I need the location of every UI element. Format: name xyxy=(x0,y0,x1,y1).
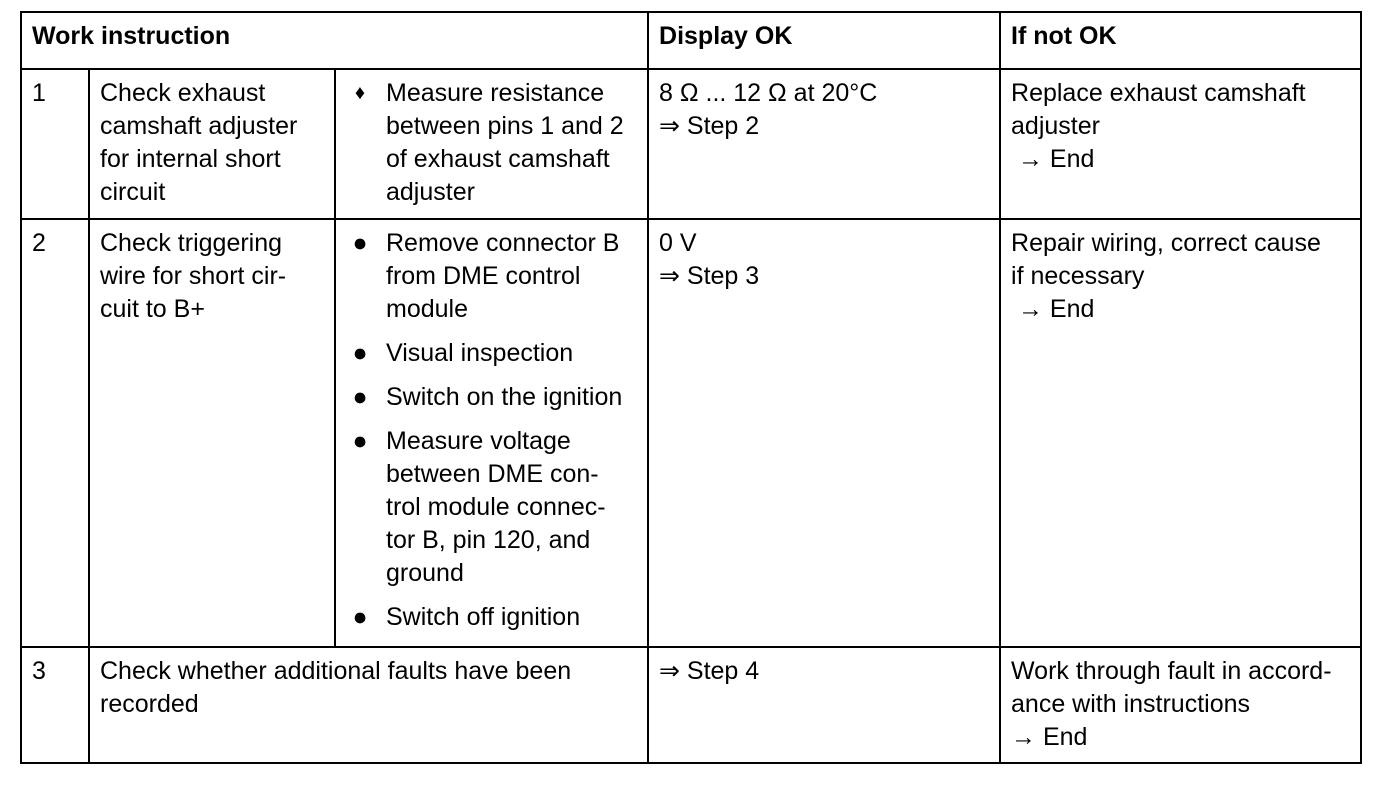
work-instruction-table xyxy=(20,11,1362,764)
text-line: 0 V xyxy=(659,229,697,257)
round-bullet-icon: ● xyxy=(352,339,368,367)
if-not-ok-cell xyxy=(1000,219,1361,647)
text-line: Measure resistance xyxy=(386,79,605,107)
action-item xyxy=(346,337,639,370)
step-number: 3 xyxy=(21,647,89,763)
text-line: Repair wiring, correct cause xyxy=(1011,229,1321,257)
action-list xyxy=(346,227,639,634)
if-not-ok-cell xyxy=(1000,69,1361,219)
step-number: 2 xyxy=(21,219,89,647)
text-line: Check triggering xyxy=(100,229,283,257)
text-line: trol module connec- xyxy=(386,493,606,521)
text-line: ground xyxy=(386,559,464,587)
round-bullet-icon: ● xyxy=(352,427,368,455)
check-description xyxy=(89,219,335,647)
text-line: ⇒ Step 2 xyxy=(659,112,760,140)
text-line: of exhaust camshaft xyxy=(386,145,610,173)
text-line: tor B, pin 120, and xyxy=(386,526,591,554)
text-line: adjuster xyxy=(1011,112,1100,140)
display-ok-cell xyxy=(648,647,1000,763)
text-line: recorded xyxy=(100,690,199,718)
action-item xyxy=(346,227,639,326)
check-description xyxy=(89,69,335,219)
header-row xyxy=(21,12,1361,69)
text-line: between pins 1 and 2 xyxy=(386,112,624,140)
text-line: → End xyxy=(1011,295,1095,323)
table-row xyxy=(21,69,1361,219)
header-work-instruction: Work instruction xyxy=(21,12,648,69)
action-item xyxy=(346,381,639,414)
text-line: Switch on the ignition xyxy=(386,383,623,411)
if-not-ok-cell xyxy=(1000,647,1361,763)
round-bullet-icon: ● xyxy=(352,383,368,411)
round-bullet-icon: ● xyxy=(352,229,368,257)
check-description xyxy=(89,647,648,763)
header-if-not-ok: If not OK xyxy=(1000,12,1361,69)
text-line: 8 Ω ... 12 Ω at 20°C xyxy=(659,79,878,107)
step-number: 1 xyxy=(21,69,89,219)
round-bullet-icon: ● xyxy=(352,603,368,631)
action-item xyxy=(346,77,639,209)
text-line: Replace exhaust camshaft xyxy=(1011,79,1306,107)
text-line: → End xyxy=(1011,723,1088,751)
text-line: cuit to B+ xyxy=(100,295,205,323)
text-line: between DME con- xyxy=(386,460,599,488)
text-line: ⇒ Step 4 xyxy=(659,657,760,685)
table-row xyxy=(21,647,1361,763)
text-line: → End xyxy=(1011,145,1095,173)
text-line: Measure voltage xyxy=(386,427,571,455)
text-line: if necessary xyxy=(1011,262,1145,290)
text-line: module xyxy=(386,295,468,323)
text-line: ance with instructions xyxy=(1011,690,1251,718)
action-list-cell xyxy=(335,219,648,647)
text-line: Remove connector B xyxy=(386,229,620,257)
text-line: circuit xyxy=(100,178,166,206)
header-display-ok: Display OK xyxy=(648,12,1000,69)
table-row xyxy=(21,219,1361,647)
display-ok-cell xyxy=(648,219,1000,647)
text-line: for internal short xyxy=(100,145,281,173)
text-line: Check exhaust xyxy=(100,79,266,107)
text-line: Check whether additional faults have been xyxy=(100,657,572,685)
action-list-cell xyxy=(335,69,648,219)
text-line: Work through fault in accord- xyxy=(1011,657,1332,685)
text-line: from DME control xyxy=(386,262,581,290)
text-line: Switch off ignition xyxy=(386,603,581,631)
action-list xyxy=(346,77,639,209)
action-item xyxy=(346,601,639,634)
diamond-bullet-icon: ♦ xyxy=(354,82,366,104)
display-ok-cell xyxy=(648,69,1000,219)
action-item xyxy=(346,425,639,590)
text-line: wire for short cir- xyxy=(100,262,287,290)
text-line: ⇒ Step 3 xyxy=(659,262,760,290)
text-line: adjuster xyxy=(386,178,475,206)
text-line: camshaft adjuster xyxy=(100,112,298,140)
text-line: Visual inspection xyxy=(386,339,574,367)
